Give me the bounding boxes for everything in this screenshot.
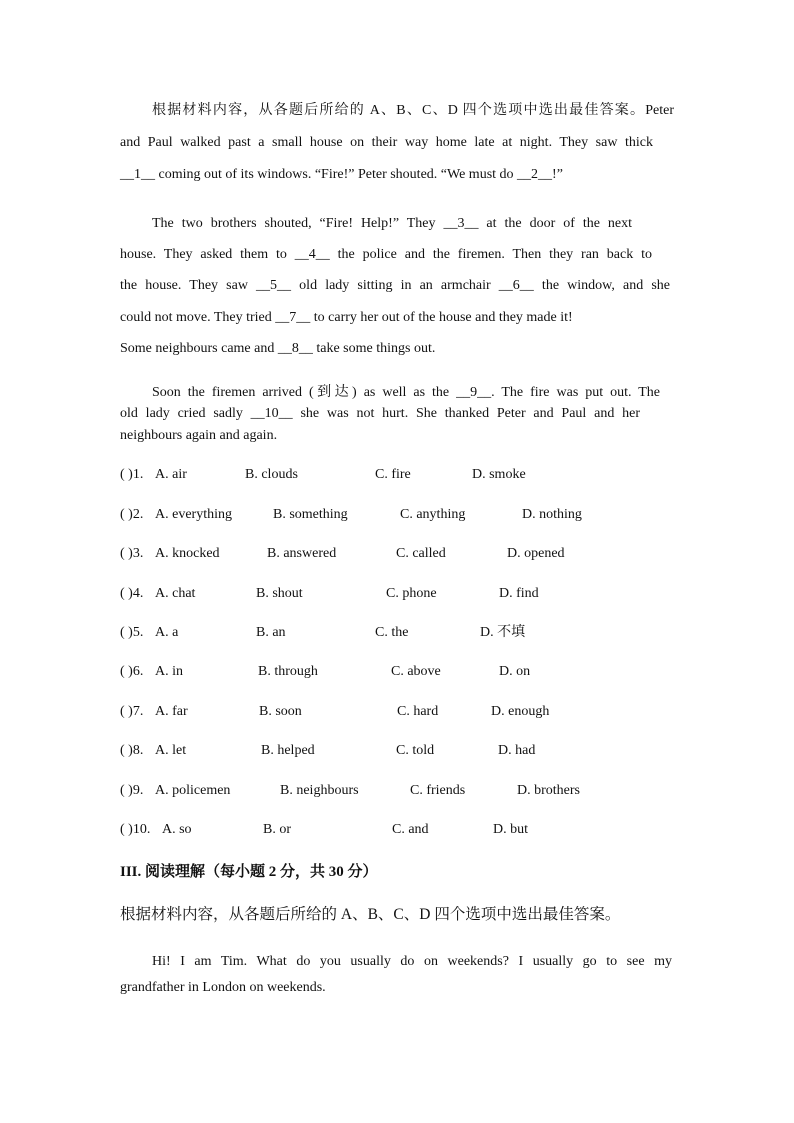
passage-line: Soon the firemen arrived (到达) as well as the __9__. The fire was put out. The — [152, 385, 660, 400]
option-b: B. neighbours — [280, 783, 359, 798]
option-a: A. air — [155, 467, 187, 482]
question-number: ( )8. — [120, 743, 144, 758]
passage-line: house. They asked them to __4__ the police and the firemen. Then they ran back to — [120, 247, 652, 262]
passage-line: neighbours again and again. — [120, 428, 278, 443]
option-d: D. smoke — [472, 467, 526, 482]
question-number: ( )6. — [120, 664, 144, 679]
passage-line: The two brothers shouted, “Fire! Help!” They __3__ at the door of the next — [152, 216, 632, 231]
passage-line: old lady cried sadly __10__ she was not hurt. She thanked Peter and Paul and her — [120, 406, 640, 421]
option-d: D. but — [493, 822, 528, 837]
option-b: B. something — [273, 507, 348, 522]
passage-line: Hi! I am Tim. What do you usually do on weekends? I usually go to see my — [152, 954, 672, 969]
question-number: ( )9. — [120, 783, 144, 798]
option-c: C. hard — [397, 704, 439, 719]
option-d: D. brothers — [517, 783, 580, 798]
option-c: C. the — [375, 625, 409, 640]
option-d: D. opened — [507, 546, 565, 561]
option-a: A. let — [155, 743, 187, 758]
option-b: B. an — [256, 625, 286, 640]
option-a: A. far — [155, 704, 188, 719]
section-instruction: 根据材料内容，从各题后所给的 A、B、C、D 四个选项中选出最佳答案。 — [120, 906, 621, 923]
section-heading: III. 阅读理解（每小题 2 分，共 30 分） — [120, 864, 378, 880]
option-d: D. enough — [491, 704, 550, 719]
option-a: A. everything — [155, 507, 232, 522]
option-d: D. 不填 — [480, 625, 526, 640]
question-number: ( )1. — [120, 467, 144, 482]
option-b: B. soon — [259, 704, 302, 719]
option-d: D. find — [499, 586, 539, 601]
question-number: ( )4. — [120, 586, 144, 601]
option-c: C. fire — [375, 467, 411, 482]
option-a: A. a — [155, 625, 179, 640]
option-c: C. and — [392, 822, 429, 837]
question-number: ( )5. — [120, 625, 144, 640]
passage-line: the house. They saw __5__ old lady sitting in an armchair __6__ the window, and she — [120, 278, 670, 293]
option-a: A. so — [162, 822, 192, 837]
option-d: D. nothing — [522, 507, 582, 522]
option-d: D. on — [499, 664, 531, 679]
question-number: ( )2. — [120, 507, 144, 522]
option-a: A. in — [155, 664, 183, 679]
option-a: A. chat — [155, 586, 196, 601]
option-b: B. clouds — [245, 467, 298, 482]
option-c: C. called — [396, 546, 446, 561]
passage-line: grandfather in London on weekends. — [120, 980, 326, 995]
option-c: C. phone — [386, 586, 437, 601]
option-c: C. anything — [400, 507, 466, 522]
option-c: C. friends — [410, 783, 466, 798]
passage-line: __1__ coming out of its windows. “Fire!” Peter shouted. “We must do __2__!” — [120, 167, 563, 182]
option-a: A. knocked — [155, 546, 220, 561]
passage-line: could not move. They tried __7__ to carry her out of the house and they made it! — [120, 310, 573, 325]
option-b: B. shout — [256, 586, 303, 601]
question-number: ( )3. — [120, 546, 144, 561]
question-number: ( )7. — [120, 704, 144, 719]
passage-line: and Paul walked past a small house on their way home late at night. They saw thick — [120, 135, 653, 150]
passage-line: 根据材料内容，从各题后所给的 A、B、C、D 四个选项中选出最佳答案。Peter — [152, 103, 674, 118]
option-c: C. told — [396, 743, 435, 758]
option-b: B. or — [263, 822, 291, 837]
option-b: B. answered — [267, 546, 337, 561]
question-number: ( )10. — [120, 822, 151, 837]
option-b: B. helped — [261, 743, 315, 758]
passage-line: Some neighbours came and __8__ take some things out. — [120, 341, 436, 356]
option-b: B. through — [258, 664, 318, 679]
option-a: A. policemen — [155, 783, 231, 798]
option-c: C. above — [391, 664, 441, 679]
option-d: D. had — [498, 743, 536, 758]
